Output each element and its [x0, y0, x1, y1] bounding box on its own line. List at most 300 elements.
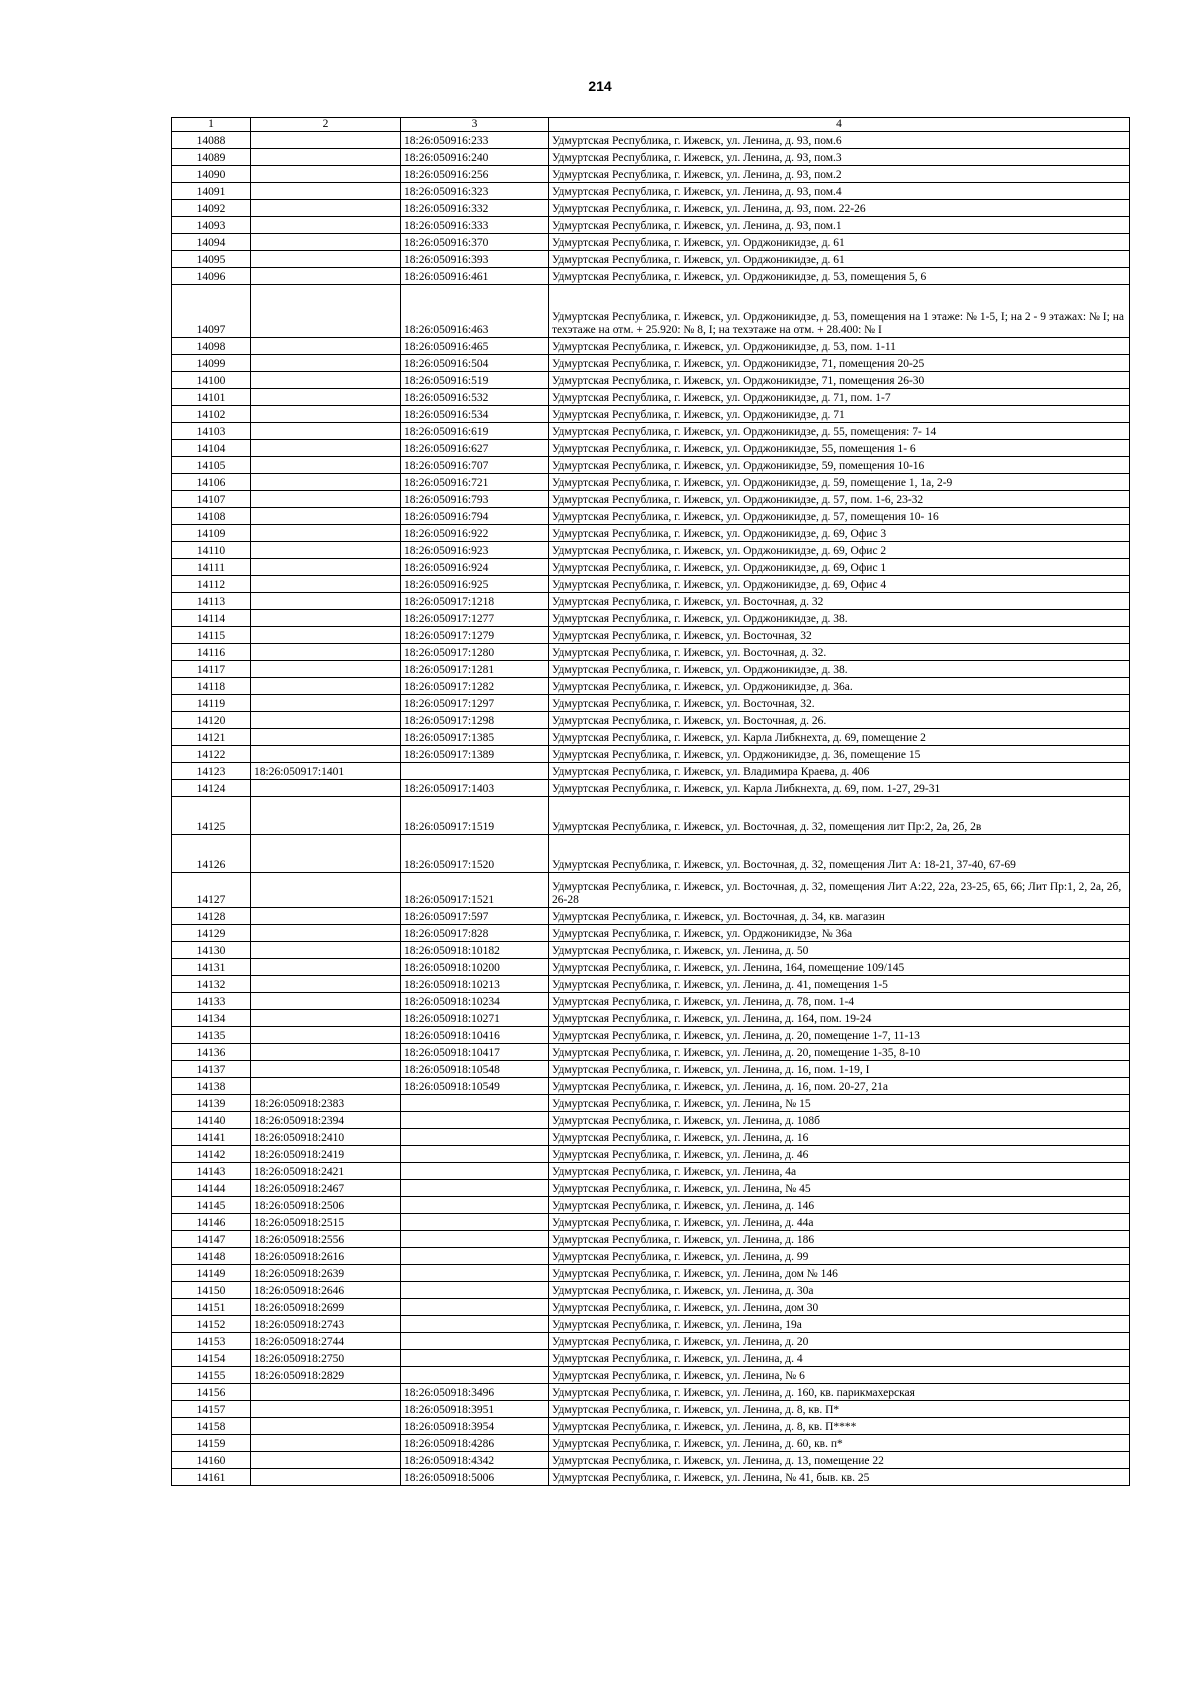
row-number-cell: 14148 [172, 1248, 251, 1265]
row-number-cell: 14142 [172, 1146, 251, 1163]
address-cell: Удмуртская Республика, г. Ижевск, ул. Орджоникидзе, д. 36, помещение 15 [549, 746, 1130, 763]
cadastral-number-cell: 18:26:050918:2394 [251, 1112, 401, 1129]
cadastral-number-cell [401, 1248, 549, 1265]
cadastral-number-cell [401, 1299, 549, 1316]
table-row [172, 627, 1130, 644]
row-number-cell: 14134 [172, 1010, 251, 1027]
cadastral-number-cell: 18:26:050916:721 [401, 474, 549, 491]
row-number-cell: 14104 [172, 440, 251, 457]
cadastral-number-cell [251, 1435, 401, 1452]
cadastral-number-cell: 18:26:050917:1279 [401, 627, 549, 644]
row-number-cell: 14105 [172, 457, 251, 474]
row-number-cell: 14154 [172, 1350, 251, 1367]
cadastral-number-cell [251, 525, 401, 542]
row-number-cell: 14120 [172, 712, 251, 729]
table-row [172, 234, 1130, 251]
row-number-cell: 14123 [172, 763, 251, 780]
table-row [172, 166, 1130, 183]
cadastral-number-cell [251, 1061, 401, 1078]
row-number-cell: 14097 [172, 285, 251, 338]
address-cell: Удмуртская Республика, г. Ижевск, ул. Восточная, д. 32, помещения Лит А: 18-21, 37-40, 67-69 [549, 835, 1130, 873]
address-cell: Удмуртская Республика, г. Ижевск, ул. Ленина, д. 20, помещение 1-35, 8-10 [549, 1044, 1130, 1061]
cadastral-number-cell: 18:26:050916:333 [401, 217, 549, 234]
table-row [172, 1265, 1130, 1282]
table-row [172, 1248, 1130, 1265]
cadastral-number-cell [401, 1367, 549, 1384]
row-number-cell: 14147 [172, 1231, 251, 1248]
cadastral-number-cell [251, 268, 401, 285]
cadastral-number-cell: 18:26:050916:707 [401, 457, 549, 474]
address-cell: Удмуртская Республика, г. Ижевск, ул. Орджоникидзе, д. 71 [549, 406, 1130, 423]
address-cell: Удмуртская Республика, г. Ижевск, ул. Ленина, д. 46 [549, 1146, 1130, 1163]
cadastral-number-cell [251, 746, 401, 763]
row-number-cell: 14098 [172, 338, 251, 355]
address-cell: Удмуртская Республика, г. Ижевск, ул. Ленина, д. 16, пом. 20-27, 21а [549, 1078, 1130, 1095]
table-row [172, 389, 1130, 406]
address-cell: Удмуртская Республика, г. Ижевск, ул. Ленина, № 15 [549, 1095, 1130, 1112]
row-number-cell: 14088 [172, 132, 251, 149]
table-row [172, 457, 1130, 474]
cadastral-number-cell [251, 873, 401, 908]
row-number-cell: 14108 [172, 508, 251, 525]
cadastral-number-cell [251, 1044, 401, 1061]
address-cell: Удмуртская Республика, г. Ижевск, ул. Орджоникидзе, д. 69, Офис 1 [549, 559, 1130, 576]
row-number-cell: 14160 [172, 1452, 251, 1469]
cadastral-number-cell [251, 729, 401, 746]
cadastral-number-cell: 18:26:050917:1277 [401, 610, 549, 627]
address-cell: Удмуртская Республика, г. Ижевск, ул. Восточная, д. 32, помещения лит Пр:2, 2а, 2б, 2в [549, 797, 1130, 835]
row-number-cell: 14143 [172, 1163, 251, 1180]
row-number-cell: 14138 [172, 1078, 251, 1095]
table-row [172, 338, 1130, 355]
address-cell: Удмуртская Республика, г. Ижевск, ул. Орджоникидзе, д. 61 [549, 251, 1130, 268]
row-number-cell: 14119 [172, 695, 251, 712]
cadastral-number-cell [401, 1316, 549, 1333]
cadastral-number-cell [251, 285, 401, 338]
cadastral-number-cell: 18:26:050916:794 [401, 508, 549, 525]
address-cell: Удмуртская Республика, г. Ижевск, ул. Восточная, д. 32, помещения Лит А:22, 22а, 23-25, 65, 66; Лит Пр:1, 2, 2а, 2б, 26-28 [549, 873, 1130, 908]
table-row [172, 661, 1130, 678]
column-header-4: 4 [549, 118, 1130, 132]
address-cell: Удмуртская Республика, г. Ижевск, ул. Ленина, д. 93, пом.6 [549, 132, 1130, 149]
registry-table [171, 117, 1130, 1486]
cadastral-number-cell: 18:26:050916:627 [401, 440, 549, 457]
cadastral-number-cell [251, 644, 401, 661]
address-cell: Удмуртская Республика, г. Ижевск, ул. Орджоникидзе, 71, помещения 26-30 [549, 372, 1130, 389]
address-cell: Удмуртская Республика, г. Ижевск, ул. Ленина, д. 44а [549, 1214, 1130, 1231]
address-cell: Удмуртская Республика, г. Ижевск, ул. Орджоникидзе, д. 53, помещения на 1 этаже: № 1-5, I; на 2 - 9 этажах: № I; на техэтаже на отм. + 25.920: № 8, I; на техэтаже на отм. + 28.400: № I [549, 285, 1130, 338]
table-row [172, 406, 1130, 423]
cadastral-number-cell: 18:26:050918:10417 [401, 1044, 549, 1061]
cadastral-number-cell [251, 1078, 401, 1095]
table-row [172, 1061, 1130, 1078]
cadastral-number-cell: 18:26:050918:10182 [401, 942, 549, 959]
row-number-cell: 14099 [172, 355, 251, 372]
cadastral-number-cell: 18:26:050917:1218 [401, 593, 549, 610]
cadastral-number-cell: 18:26:050918:3951 [401, 1401, 549, 1418]
table-row [172, 1282, 1130, 1299]
cadastral-number-cell [401, 1282, 549, 1299]
cadastral-number-cell: 18:26:050918:2616 [251, 1248, 401, 1265]
cadastral-number-cell [251, 976, 401, 993]
table-row [172, 423, 1130, 440]
cadastral-number-cell: 18:26:050918:2515 [251, 1214, 401, 1231]
cadastral-number-cell: 18:26:050916:924 [401, 559, 549, 576]
table-row [172, 474, 1130, 491]
row-number-cell: 14094 [172, 234, 251, 251]
address-cell: Удмуртская Республика, г. Ижевск, ул. Ленина, д. 164, пом. 19-24 [549, 1010, 1130, 1027]
cadastral-number-cell [251, 440, 401, 457]
cadastral-number-cell: 18:26:050917:597 [401, 908, 549, 925]
row-number-cell: 14117 [172, 661, 251, 678]
row-number-cell: 14157 [172, 1401, 251, 1418]
table-row [172, 1231, 1130, 1248]
cadastral-number-cell [251, 183, 401, 200]
cadastral-number-cell [401, 1265, 549, 1282]
cadastral-number-cell [251, 1401, 401, 1418]
table-row [172, 508, 1130, 525]
cadastral-number-cell: 18:26:050916:619 [401, 423, 549, 440]
address-cell: Удмуртская Республика, г. Ижевск, ул. Орджоникидзе, д. 36а. [549, 678, 1130, 695]
cadastral-number-cell [401, 1180, 549, 1197]
table-row [172, 976, 1130, 993]
cadastral-number-cell [401, 1214, 549, 1231]
column-header-1: 1 [172, 118, 251, 132]
cadastral-number-cell: 18:26:050916:504 [401, 355, 549, 372]
row-number-cell: 14140 [172, 1112, 251, 1129]
address-cell: Удмуртская Республика, г. Ижевск, ул. Карла Либкнехта, д. 69, помещение 2 [549, 729, 1130, 746]
cadastral-number-cell [251, 993, 401, 1010]
cadastral-number-cell [251, 1452, 401, 1469]
address-cell: Удмуртская Республика, г. Ижевск, ул. Орджоникидзе, д. 53, помещения 5, 6 [549, 268, 1130, 285]
table-row [172, 542, 1130, 559]
cadastral-number-cell: 18:26:050918:10548 [401, 1061, 549, 1078]
row-number-cell: 14130 [172, 942, 251, 959]
row-number-cell: 14107 [172, 491, 251, 508]
cadastral-number-cell [251, 132, 401, 149]
address-cell: Удмуртская Республика, г. Ижевск, ул. Ленина, д. 41, помещения 1-5 [549, 976, 1130, 993]
cadastral-number-cell [251, 508, 401, 525]
table-row [172, 1469, 1130, 1486]
cadastral-number-cell: 18:26:050918:2506 [251, 1197, 401, 1214]
table-row [172, 200, 1130, 217]
cadastral-number-cell [251, 217, 401, 234]
address-cell: Удмуртская Республика, г. Ижевск, ул. Ленина, д. 30а [549, 1282, 1130, 1299]
cadastral-number-cell: 18:26:050918:2646 [251, 1282, 401, 1299]
table-row [172, 1010, 1130, 1027]
address-cell: Удмуртская Республика, г. Ижевск, ул. Восточная, д. 32 [549, 593, 1130, 610]
table-row [172, 993, 1130, 1010]
address-cell: Удмуртская Республика, г. Ижевск, ул. Орджоникидзе, д. 61 [549, 234, 1130, 251]
cadastral-number-cell [251, 797, 401, 835]
cadastral-number-cell [401, 1112, 549, 1129]
cadastral-number-cell: 18:26:050917:1298 [401, 712, 549, 729]
address-cell: Удмуртская Республика, г. Ижевск, ул. Ленина, дом 30 [549, 1299, 1130, 1316]
table-row [172, 1299, 1130, 1316]
cadastral-number-cell: 18:26:050917:1281 [401, 661, 549, 678]
cadastral-number-cell: 18:26:050918:3954 [401, 1418, 549, 1435]
row-number-cell: 14159 [172, 1435, 251, 1452]
row-number-cell: 14090 [172, 166, 251, 183]
address-cell: Удмуртская Республика, г. Ижевск, ул. Ленина, д. 93, пом. 22-26 [549, 200, 1130, 217]
table-row [172, 835, 1130, 873]
cadastral-number-cell: 18:26:050918:4286 [401, 1435, 549, 1452]
row-number-cell: 14152 [172, 1316, 251, 1333]
cadastral-number-cell [251, 712, 401, 729]
cadastral-number-cell: 18:26:050916:256 [401, 166, 549, 183]
cadastral-number-cell: 18:26:050917:1389 [401, 746, 549, 763]
address-cell: Удмуртская Республика, г. Ижевск, ул. Ленина, дом № 146 [549, 1265, 1130, 1282]
cadastral-number-cell [251, 593, 401, 610]
row-number-cell: 14095 [172, 251, 251, 268]
row-number-cell: 14145 [172, 1197, 251, 1214]
row-number-cell: 14151 [172, 1299, 251, 1316]
address-cell: Удмуртская Республика, г. Ижевск, ул. Ленина, д. 78, пом. 1-4 [549, 993, 1130, 1010]
row-number-cell: 14121 [172, 729, 251, 746]
address-cell: Удмуртская Республика, г. Ижевск, ул. Ленина, № 6 [549, 1367, 1130, 1384]
cadastral-number-cell [251, 959, 401, 976]
cadastral-number-cell: 18:26:050918:2639 [251, 1265, 401, 1282]
cadastral-number-cell: 18:26:050916:923 [401, 542, 549, 559]
row-number-cell: 14115 [172, 627, 251, 644]
cadastral-number-cell: 18:26:050916:463 [401, 285, 549, 338]
table-row [172, 1197, 1130, 1214]
address-cell: Удмуртская Республика, г. Ижевск, ул. Ленина, д. 93, пом.1 [549, 217, 1130, 234]
cadastral-number-cell: 18:26:050918:2467 [251, 1180, 401, 1197]
cadastral-number-cell [251, 925, 401, 942]
row-number-cell: 14135 [172, 1027, 251, 1044]
address-cell: Удмуртская Республика, г. Ижевск, ул. Восточная, 32. [549, 695, 1130, 712]
cadastral-number-cell: 18:26:050918:10271 [401, 1010, 549, 1027]
cadastral-number-cell [251, 942, 401, 959]
row-number-cell: 14103 [172, 423, 251, 440]
cadastral-number-cell: 18:26:050918:2419 [251, 1146, 401, 1163]
cadastral-number-cell: 18:26:050917:1385 [401, 729, 549, 746]
table-row [172, 610, 1130, 627]
address-cell: Удмуртская Республика, г. Ижевск, ул. Ленина, д. 93, пом.3 [549, 149, 1130, 166]
table-row [172, 355, 1130, 372]
table-row [172, 1401, 1130, 1418]
row-number-cell: 14144 [172, 1180, 251, 1197]
row-number-cell: 14161 [172, 1469, 251, 1486]
row-number-cell: 14109 [172, 525, 251, 542]
table-row [172, 1146, 1130, 1163]
cadastral-number-cell: 18:26:050917:1282 [401, 678, 549, 695]
table-row [172, 1095, 1130, 1112]
table-row [172, 959, 1130, 976]
row-number-cell: 14101 [172, 389, 251, 406]
address-cell: Удмуртская Республика, г. Ижевск, ул. Ленина, д. 99 [549, 1248, 1130, 1265]
address-cell: Удмуртская Республика, г. Ижевск, ул. Орджоникидзе, д. 71, пом. 1-7 [549, 389, 1130, 406]
cadastral-number-cell [251, 200, 401, 217]
address-cell: Удмуртская Республика, г. Ижевск, ул. Орджоникидзе, д. 69, Офис 4 [549, 576, 1130, 593]
cadastral-number-cell [251, 474, 401, 491]
cadastral-number-cell [401, 1129, 549, 1146]
table-row [172, 1435, 1130, 1452]
cadastral-number-cell: 18:26:050918:2383 [251, 1095, 401, 1112]
cadastral-number-cell [251, 542, 401, 559]
table-row [172, 729, 1130, 746]
cadastral-number-cell: 18:26:050918:3496 [401, 1384, 549, 1401]
address-cell: Удмуртская Республика, г. Ижевск, ул. Орджоникидзе, 71, помещения 20-25 [549, 355, 1130, 372]
cadastral-number-cell [251, 610, 401, 627]
cadastral-number-cell: 18:26:050918:2556 [251, 1231, 401, 1248]
cadastral-number-cell: 18:26:050916:393 [401, 251, 549, 268]
address-cell: Удмуртская Республика, г. Ижевск, ул. Ленина, д. 8, кв. П**** [549, 1418, 1130, 1435]
address-cell: Удмуртская Республика, г. Ижевск, ул. Орджоникидзе, д. 69, Офис 2 [549, 542, 1130, 559]
table-row [172, 593, 1130, 610]
row-number-cell: 14096 [172, 268, 251, 285]
address-cell: Удмуртская Республика, г. Ижевск, ул. Ленина, д. 60, кв. п* [549, 1435, 1130, 1452]
table-row [172, 1350, 1130, 1367]
table-row [172, 908, 1130, 925]
cadastral-number-cell [251, 149, 401, 166]
table-row [172, 695, 1130, 712]
cadastral-number-cell: 18:26:050916:233 [401, 132, 549, 149]
address-cell: Удмуртская Республика, г. Ижевск, ул. Ленина, д. 16 [549, 1129, 1130, 1146]
cadastral-number-cell [251, 1384, 401, 1401]
address-cell: Удмуртская Республика, г. Ижевск, ул. Орджоникидзе, д. 57, пом. 1-6, 23-32 [549, 491, 1130, 508]
address-cell: Удмуртская Республика, г. Ижевск, ул. Ленина, д. 93, пом.2 [549, 166, 1130, 183]
row-number-cell: 14100 [172, 372, 251, 389]
cadastral-number-cell [401, 1146, 549, 1163]
row-number-cell: 14127 [172, 873, 251, 908]
cadastral-number-cell: 18:26:050917:1403 [401, 780, 549, 797]
address-cell: Удмуртская Республика, г. Ижевск, ул. Орджоникидзе, д. 69, Офис 3 [549, 525, 1130, 542]
cadastral-number-cell [251, 372, 401, 389]
cadastral-number-cell: 18:26:050916:922 [401, 525, 549, 542]
table-row [172, 1316, 1130, 1333]
table-row [172, 285, 1130, 338]
row-number-cell: 14133 [172, 993, 251, 1010]
cadastral-number-cell [251, 1418, 401, 1435]
row-number-cell: 14126 [172, 835, 251, 873]
row-number-cell: 14113 [172, 593, 251, 610]
cadastral-number-cell [401, 1333, 549, 1350]
row-number-cell: 14093 [172, 217, 251, 234]
address-cell: Удмуртская Республика, г. Ижевск, ул. Ленина, д. 146 [549, 1197, 1130, 1214]
row-number-cell: 14116 [172, 644, 251, 661]
address-cell: Удмуртская Республика, г. Ижевск, ул. Восточная, 32 [549, 627, 1130, 644]
row-number-cell: 14114 [172, 610, 251, 627]
cadastral-number-cell: 18:26:050916:465 [401, 338, 549, 355]
cadastral-number-cell [251, 423, 401, 440]
cadastral-number-cell: 18:26:050917:1520 [401, 835, 549, 873]
cadastral-number-cell [251, 1469, 401, 1486]
table-row [172, 132, 1130, 149]
cadastral-number-cell [251, 338, 401, 355]
table-row [172, 1129, 1130, 1146]
row-number-cell: 14146 [172, 1214, 251, 1231]
table-row [172, 873, 1130, 908]
table-row [172, 925, 1130, 942]
cadastral-number-cell [401, 1095, 549, 1112]
row-number-cell: 14136 [172, 1044, 251, 1061]
row-number-cell: 14122 [172, 746, 251, 763]
row-number-cell: 14128 [172, 908, 251, 925]
cadastral-number-cell [251, 780, 401, 797]
table-row [172, 251, 1130, 268]
cadastral-number-cell [251, 389, 401, 406]
address-cell: Удмуртская Республика, г. Ижевск, ул. Ленина, № 45 [549, 1180, 1130, 1197]
cadastral-number-cell: 18:26:050918:2421 [251, 1163, 401, 1180]
address-cell: Удмуртская Республика, г. Ижевск, ул. Ленина, д. 20 [549, 1333, 1130, 1350]
address-cell: Удмуртская Республика, г. Ижевск, ул. Ленина, 164, помещение 109/145 [549, 959, 1130, 976]
table-row [172, 217, 1130, 234]
row-number-cell: 14102 [172, 406, 251, 423]
row-number-cell: 14118 [172, 678, 251, 695]
address-cell: Удмуртская Республика, г. Ижевск, ул. Ленина, д. 108б [549, 1112, 1130, 1129]
row-number-cell: 14139 [172, 1095, 251, 1112]
cadastral-number-cell: 18:26:050917:1280 [401, 644, 549, 661]
address-cell: Удмуртская Республика, г. Ижевск, ул. Восточная, д. 32. [549, 644, 1130, 661]
cadastral-number-cell: 18:26:050917:1401 [251, 763, 401, 780]
cadastral-number-cell: 18:26:050917:1519 [401, 797, 549, 835]
row-number-cell: 14153 [172, 1333, 251, 1350]
row-number-cell: 14132 [172, 976, 251, 993]
address-cell: Удмуртская Республика, г. Ижевск, ул. Орджоникидзе, д. 38. [549, 661, 1130, 678]
cadastral-number-cell [251, 1027, 401, 1044]
table-body [172, 132, 1130, 1486]
address-cell: Удмуртская Республика, г. Ижевск, ул. Восточная, д. 34, кв. магазин [549, 908, 1130, 925]
cadastral-number-cell [251, 627, 401, 644]
row-number-cell: 14137 [172, 1061, 251, 1078]
table-row [172, 149, 1130, 166]
address-cell: Удмуртская Республика, г. Ижевск, ул. Ленина, № 41, быв. кв. 25 [549, 1469, 1130, 1486]
cadastral-number-cell: 18:26:050918:5006 [401, 1469, 549, 1486]
cadastral-number-cell [401, 1231, 549, 1248]
row-number-cell: 14156 [172, 1384, 251, 1401]
address-cell: Удмуртская Республика, г. Ижевск, ул. Ленина, 4а [549, 1163, 1130, 1180]
table-row [172, 1367, 1130, 1384]
address-cell: Удмуртская Республика, г. Ижевск, ул. Ленина, д. 20, помещение 1-7, 11-13 [549, 1027, 1130, 1044]
cadastral-number-cell [251, 234, 401, 251]
address-cell: Удмуртская Республика, г. Ижевск, ул. Ленина, д. 93, пом.4 [549, 183, 1130, 200]
table-row [172, 763, 1130, 780]
cadastral-number-cell: 18:26:050916:461 [401, 268, 549, 285]
cadastral-number-cell: 18:26:050917:1297 [401, 695, 549, 712]
table-row [172, 780, 1130, 797]
address-cell: Удмуртская Республика, г. Ижевск, ул. Орджоникидзе, 55, помещения 1- 6 [549, 440, 1130, 457]
row-number-cell: 14158 [172, 1418, 251, 1435]
cadastral-number-cell: 18:26:050918:2743 [251, 1316, 401, 1333]
table-row [172, 1384, 1130, 1401]
row-number-cell: 14112 [172, 576, 251, 593]
table-row [172, 440, 1130, 457]
cadastral-number-cell [251, 251, 401, 268]
table-row [172, 1163, 1130, 1180]
cadastral-number-cell: 18:26:050918:10234 [401, 993, 549, 1010]
cadastral-number-cell [251, 1010, 401, 1027]
cadastral-number-cell: 18:26:050916:519 [401, 372, 549, 389]
table-row [172, 1180, 1130, 1197]
table-row [172, 1214, 1130, 1231]
cadastral-number-cell [251, 835, 401, 873]
row-number-cell: 14110 [172, 542, 251, 559]
column-header-3: 3 [401, 118, 549, 132]
cadastral-number-cell: 18:26:050918:2750 [251, 1350, 401, 1367]
table-row [172, 525, 1130, 542]
cadastral-number-cell [251, 576, 401, 593]
row-number-cell: 14111 [172, 559, 251, 576]
address-cell: Удмуртская Республика, г. Ижевск, ул. Карла Либкнехта, д. 69, пом. 1-27, 29-31 [549, 780, 1130, 797]
table-row [172, 1333, 1130, 1350]
cadastral-number-cell [251, 908, 401, 925]
row-number-cell: 14141 [172, 1129, 251, 1146]
table-row [172, 1452, 1130, 1469]
address-cell: Удмуртская Республика, г. Ижевск, ул. Орджоникидзе, № 36а [549, 925, 1130, 942]
cadastral-number-cell: 18:26:050916:240 [401, 149, 549, 166]
